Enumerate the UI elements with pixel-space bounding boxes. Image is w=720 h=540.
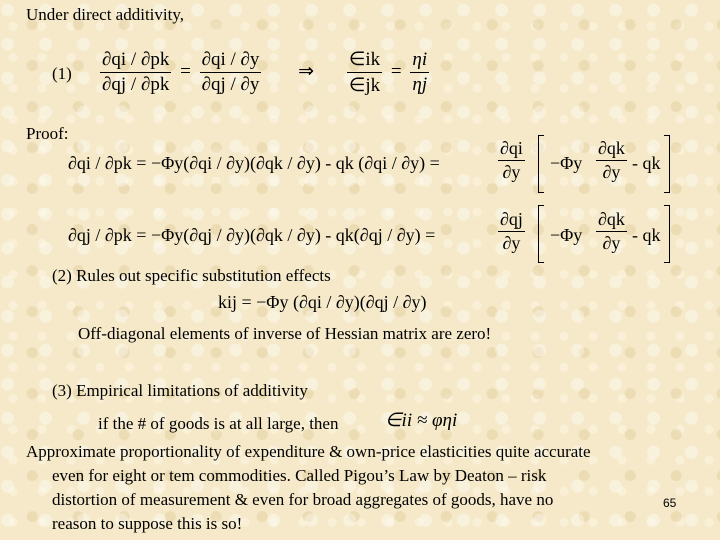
bracket-tail-1: - qk	[632, 153, 661, 173]
lhs-fraction: $\frac{\partial qi / \partial pk}{\partial qj / \partial pk}$	[102, 49, 170, 95]
left-bracket-2	[538, 205, 544, 263]
point-3: (3) Empirical limitations of additivity	[52, 381, 308, 400]
paragraph-line-4: reason to suppose this is so!	[52, 514, 243, 533]
right-bracket-2	[664, 205, 670, 263]
implies-symbol: ⇒	[298, 60, 315, 82]
elasticity-fraction: $\frac{\in ik}{\in jk}$	[348, 49, 381, 96]
bracket-tail-2: - qk	[632, 225, 661, 245]
equation-1-label: (1)	[52, 64, 72, 83]
eta-fraction: $\frac{\eta i}{\eta j}$	[412, 49, 428, 95]
off-diagonal-note: Off-diagonal elements of inverse of Hessian matrix are zero!	[78, 324, 492, 343]
kij-equation: kij = −Φy (∂qi / ∂y)(∂qj / ∂y)	[218, 292, 427, 312]
proof-line-2-lhs: ∂qj / ∂pk = −Φy(∂qj / ∂y)(∂qk / ∂y) - qk(∂qj / ∂y) =	[68, 225, 436, 245]
bracket-term-1: −Φy	[550, 153, 583, 173]
page-number: 65	[663, 496, 677, 510]
paragraph-line-3: distortion of measurement & even for broad aggregates of goods, have no	[52, 490, 554, 509]
rhs-fraction: $\frac{\partial qi / \partial y}{\partial qj / \partial y}$	[201, 49, 260, 95]
paragraph-line-1: Approximate proportionality of expenditure & own-price elasticities quite accurate	[26, 442, 591, 461]
equation-1: $\frac{\partial qi / \partial pk}{\partial qj / \partial pk}$ = $\frac{\partial qi / \partial y}{\partial qj / \partial y}$ ⇒ $\frac{\in ik}{\in jk}$ = $\frac{\eta i}{\eta j}$	[102, 49, 428, 96]
bracket-fraction-1: $\frac{\partial qk}{\partial y}$	[598, 138, 625, 182]
bracket-fraction-2: $\frac{\partial qk}{\partial y}$	[598, 209, 625, 253]
point-2: (2) Rules out specific substitution effects	[52, 266, 331, 285]
left-bracket-1	[538, 135, 544, 193]
proof-line-1-lhs: ∂qi / ∂pk = −Φy(∂qi / ∂y)(∂qk / ∂y) - qk (∂qi / ∂y) =	[68, 153, 440, 173]
paragraph-line-2: even for eight or tem commodities. Called Pigou’s Law by Deaton – risk	[52, 466, 547, 485]
intro-text: Under direct additivity,	[26, 5, 184, 24]
bracket-term-2: −Φy	[550, 225, 583, 245]
proof-line-2-rhs: $\frac{\partial qj}{\partial y}$	[500, 209, 523, 253]
proof-line-1-rhs: $\frac{\partial qi}{\partial y}$	[500, 138, 523, 182]
approx-equation: ∈ii ≈ φηi	[385, 410, 458, 431]
right-bracket-1	[664, 135, 670, 193]
proof-label: Proof:	[26, 124, 69, 143]
condition-text: if the # of goods is at all large, then	[98, 414, 339, 433]
